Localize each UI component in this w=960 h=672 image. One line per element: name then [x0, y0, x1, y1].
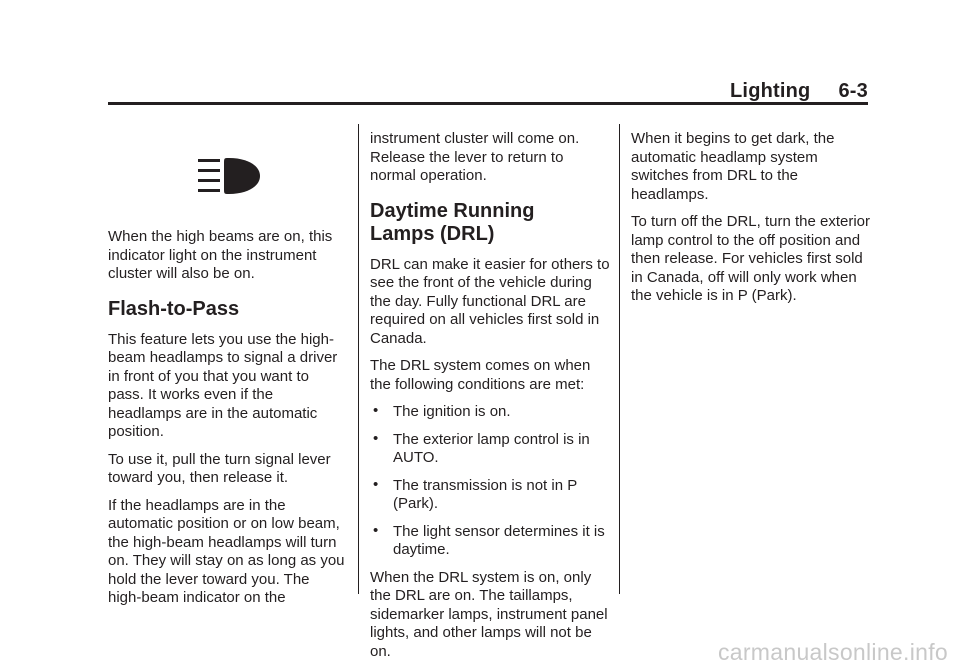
flash-paragraph-2: To use it, pull the turn signal lever toward you, then release it. — [108, 450, 331, 486]
drl-paragraph-2: The DRL system comes on when the following conditions are met: — [370, 357, 591, 393]
flash-paragraph-3: If the headlamps are in the automatic position or on low beam, the high-beam headlamps will turn on. They will stay on as long as you hold the lever toward you. The high-beam indicator on the — [108, 496, 345, 606]
column-3 — [631, 130, 871, 315]
dark-paragraph: When it begins to get dark, the automatic headlamp system switches from DRL to the headlamps. — [631, 130, 835, 203]
drl-heading — [370, 200, 610, 246]
list-item-text: The exterior lamp control is in AUTO. — [393, 430, 590, 466]
list-item — [370, 431, 610, 468]
bullet-icon: • — [373, 475, 379, 493]
drl-paragraph-3: When the DRL system is on, only the DRL are on. The taillamps, sidemarker lamps, instrument panel lights, and other lamps will not be on. — [370, 568, 608, 660]
column-1 — [108, 130, 346, 617]
list-item — [370, 523, 610, 560]
column-divider-1 — [358, 124, 359, 594]
section-title: Lighting — [730, 80, 811, 102]
page-header — [108, 80, 868, 104]
list-item — [370, 477, 610, 514]
list-item-text: The light sensor determines it is daytime. — [393, 522, 605, 558]
list-item-text: The ignition is on. — [393, 403, 511, 420]
flash-paragraph-1: This feature lets you use the high-beam headlamps to signal a driver in front of you that you want to pass. It works even if the headlamps are in the automatic position. — [108, 330, 338, 440]
bullet-icon: • — [373, 521, 379, 539]
list-item — [370, 403, 610, 422]
high-beam-indicator-icon — [196, 156, 266, 200]
drl-heading-line-1: Daytime Running — [370, 199, 535, 222]
bullet-icon: • — [373, 429, 379, 447]
drl-heading-line-2: Lamps (DRL) — [370, 222, 495, 245]
bullet-icon: • — [373, 402, 379, 419]
turn-off-paragraph: To turn off the DRL, turn the exterior lamp control to the off position and then release. For vehicles first sold in Canada, off will only work when the vehicle is in P (Park). — [631, 213, 871, 304]
header-rule — [108, 102, 868, 105]
icon-area — [108, 130, 346, 228]
list-item-text: The transmission is not in P (Park). — [393, 476, 577, 512]
drl-conditions-list — [370, 403, 610, 560]
running-head — [730, 80, 868, 103]
column-divider-2 — [619, 124, 620, 594]
page-number: 6-3 — [838, 80, 868, 102]
column-2 — [370, 130, 610, 670]
intro-paragraph: When the high beams are on, this indicator light on the instrument cluster will also be on. — [108, 228, 333, 282]
flash-to-pass-heading: Flash-to-Pass — [108, 297, 240, 320]
continued-paragraph: instrument cluster will come on. Release the lever to return to normal operation. — [370, 130, 580, 184]
drl-paragraph-1: DRL can make it easier for others to see the front of the vehicle during the day. Fully functional DRL are required on all vehicles first sold in Canada. — [370, 255, 610, 347]
watermark: carmanualsonline.info — [717, 639, 948, 665]
